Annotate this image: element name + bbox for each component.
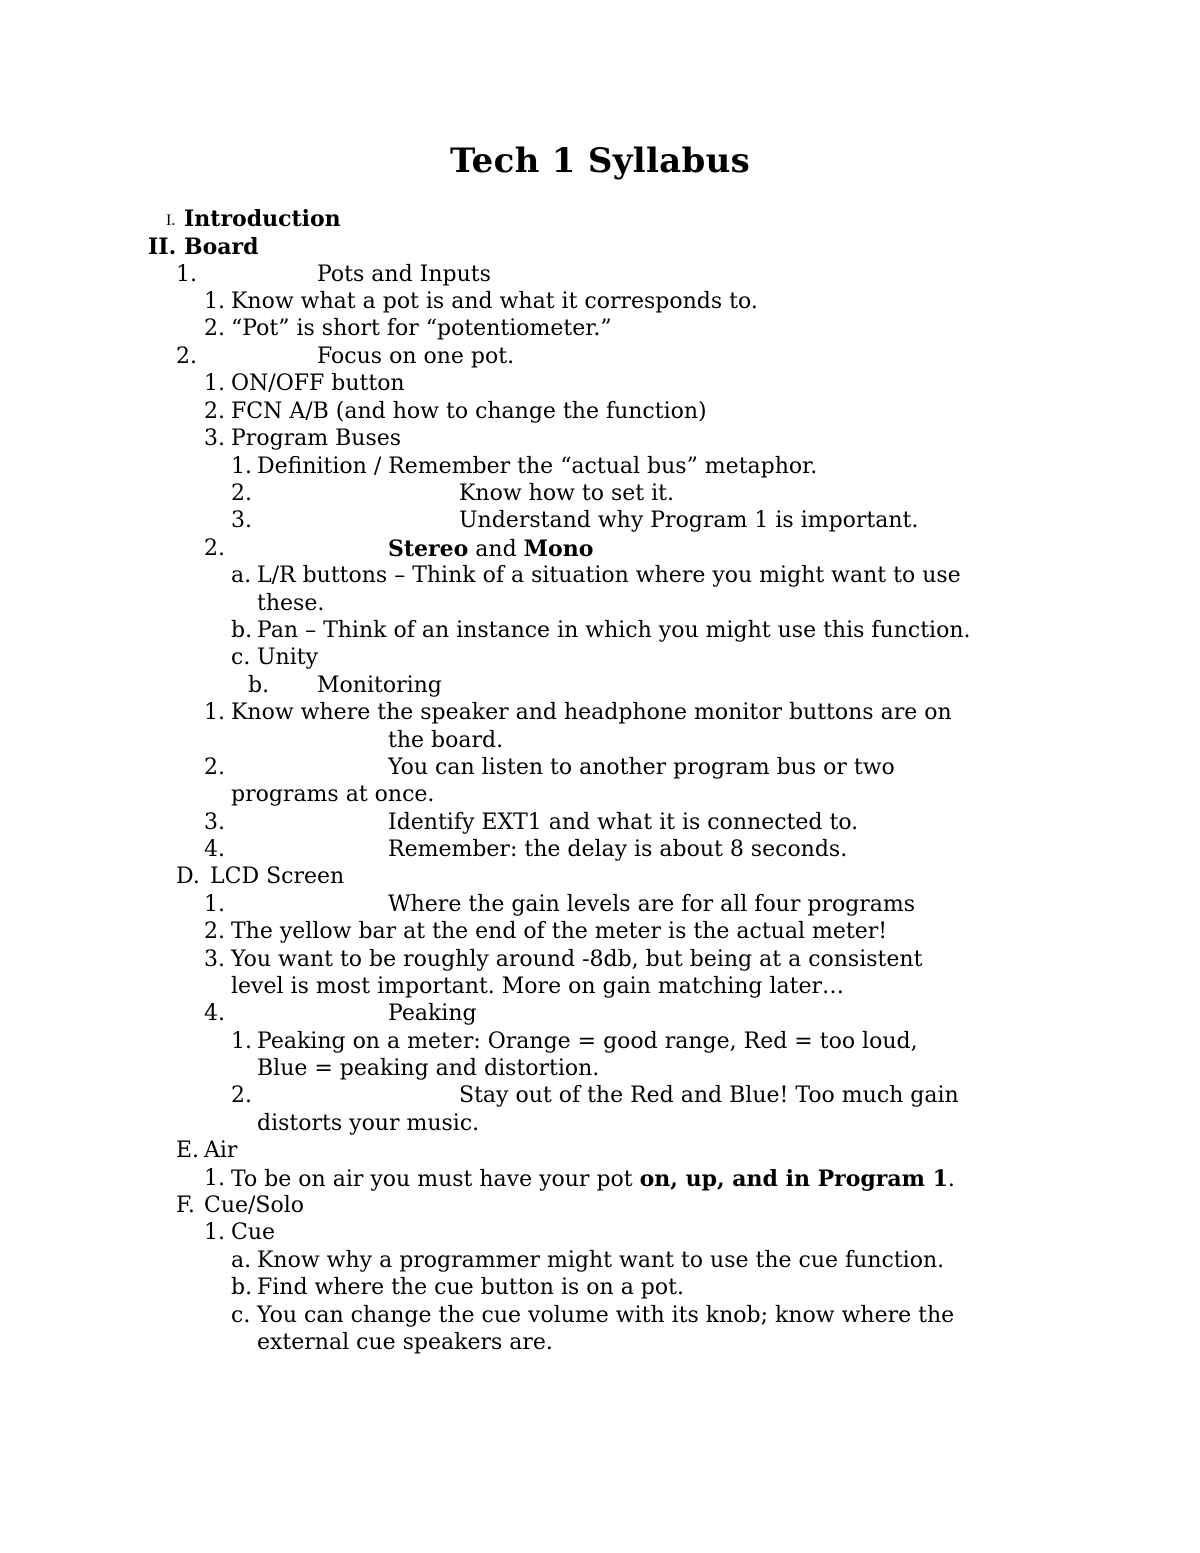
outline-item: Find where the cue button is on a pot. — [257, 1275, 684, 1300]
outline-marker: 4. — [204, 837, 225, 862]
outline-marker: F. — [176, 1193, 195, 1218]
outline-marker: 1. — [204, 289, 225, 314]
outline-heading: Board — [184, 234, 259, 260]
air-text: To be on air you must have your pot — [231, 1167, 640, 1192]
outline-marker: 4. — [204, 1001, 225, 1026]
outline-heading: Cue/Solo — [204, 1193, 305, 1218]
and-label: and — [468, 537, 524, 562]
outline-item: ON/OFF button — [231, 371, 405, 396]
outline-marker: I. — [166, 212, 176, 229]
outline-item-continuation: external cue speakers are. — [257, 1330, 553, 1355]
outline-marker: D. — [176, 864, 200, 889]
outline-item: Identify EXT1 and what it is connected to. — [388, 810, 859, 835]
air-emphasis: on, up, and in Program 1 — [639, 1166, 948, 1192]
outline-item-continuation: level is most important. More on gain matching later… — [231, 974, 845, 999]
outline-item: “Pot” is short for “potentiometer.” — [231, 316, 612, 341]
outline-marker: II. — [148, 234, 177, 260]
outline-item: Cue — [231, 1220, 276, 1245]
outline-item: Know how to set it. — [459, 481, 675, 506]
outline-item: Pan – Think of an instance in which you might use this function. — [257, 618, 971, 643]
mono-label: Mono — [523, 536, 594, 562]
outline-item — [231, 1165, 955, 1194]
outline-marker: 1. — [204, 371, 225, 396]
outline-item: Definition / Remember the “actual bus” metaphor. — [257, 454, 818, 479]
outline-marker: b. — [231, 618, 253, 643]
outline-marker: b. — [248, 673, 270, 698]
outline-item: Where the gain levels are for all four programs — [388, 892, 916, 917]
outline-marker: 1. — [204, 892, 225, 917]
stereo-label: Stereo — [388, 536, 469, 562]
outline-item: FCN A/B (and how to change the function) — [231, 399, 707, 424]
outline-marker: 1. — [204, 1166, 225, 1191]
outline-heading: LCD Screen — [210, 864, 345, 889]
outline-marker: 2. — [204, 399, 225, 424]
outline-item-continuation: the board. — [388, 728, 504, 753]
outline-item: You can change the cue volume with its knob; know where the — [257, 1303, 955, 1328]
outline-marker: 2. — [204, 536, 225, 561]
outline-marker: a. — [231, 563, 252, 588]
outline-item: Peaking — [388, 1001, 477, 1026]
outline-marker: b. — [231, 1275, 253, 1300]
outline-marker: 2. — [204, 316, 225, 341]
outline-item-continuation: programs at once. — [231, 782, 435, 807]
outline-item-continuation: these. — [257, 591, 325, 616]
outline-item-continuation: distorts your music. — [257, 1111, 480, 1136]
outline-marker: 2. — [176, 344, 197, 369]
outline-item: Understand why Program 1 is important. — [459, 508, 919, 533]
outline-marker: 3. — [231, 508, 252, 533]
outline-item: Peaking on a meter: Orange = good range, Red = too loud, — [257, 1029, 918, 1054]
outline-marker: 3. — [204, 426, 225, 451]
outline-item: Monitoring — [317, 673, 442, 698]
outline-item — [388, 535, 593, 564]
page-title: Tech 1 Syllabus — [449, 141, 751, 181]
outline-item: Unity — [257, 645, 319, 670]
outline-item: The yellow bar at the end of the meter is the actual meter! — [231, 919, 888, 944]
outline-item: You can listen to another program bus or two — [388, 755, 895, 780]
outline-marker: 2. — [231, 481, 252, 506]
outline-marker: 1. — [204, 700, 225, 725]
outline-marker: a. — [231, 1248, 252, 1273]
outline-marker: E. — [176, 1138, 200, 1163]
outline-item: Pots and Inputs — [317, 262, 491, 287]
outline-item: Know why a programmer might want to use the cue function. — [257, 1248, 945, 1273]
outline-marker: 1. — [231, 454, 252, 479]
outline-item: Stay out of the Red and Blue! Too much gain — [459, 1083, 959, 1108]
outline-item: L/R buttons – Think of a situation where you might want to use — [257, 563, 961, 588]
outline-marker: 3. — [204, 810, 225, 835]
outline-item-continuation: Blue = peaking and distortion. — [257, 1056, 600, 1081]
outline-item: Focus on one pot. — [317, 344, 515, 369]
outline-marker: 1. — [231, 1029, 252, 1054]
outline-marker: 2. — [204, 919, 225, 944]
outline-heading: Air — [204, 1138, 238, 1163]
outline-heading: Introduction — [184, 206, 341, 232]
outline-item: Program Buses — [231, 426, 402, 451]
outline-marker: c. — [231, 1303, 251, 1328]
outline-marker: c. — [231, 645, 251, 670]
air-period: . — [947, 1167, 955, 1192]
outline-marker: 2. — [231, 1083, 252, 1108]
outline-marker: 3. — [204, 947, 225, 972]
outline-item: Remember: the delay is about 8 seconds. — [388, 837, 848, 862]
outline-item: You want to be roughly around -8db, but being at a consistent — [231, 947, 923, 972]
outline-marker: 1. — [176, 262, 197, 287]
outline-item: Know what a pot is and what it corresponds to. — [231, 289, 758, 314]
outline-item: Know where the speaker and headphone monitor buttons are on — [231, 700, 952, 725]
outline-marker: 1. — [204, 1220, 225, 1245]
outline-marker: 2. — [204, 755, 225, 780]
